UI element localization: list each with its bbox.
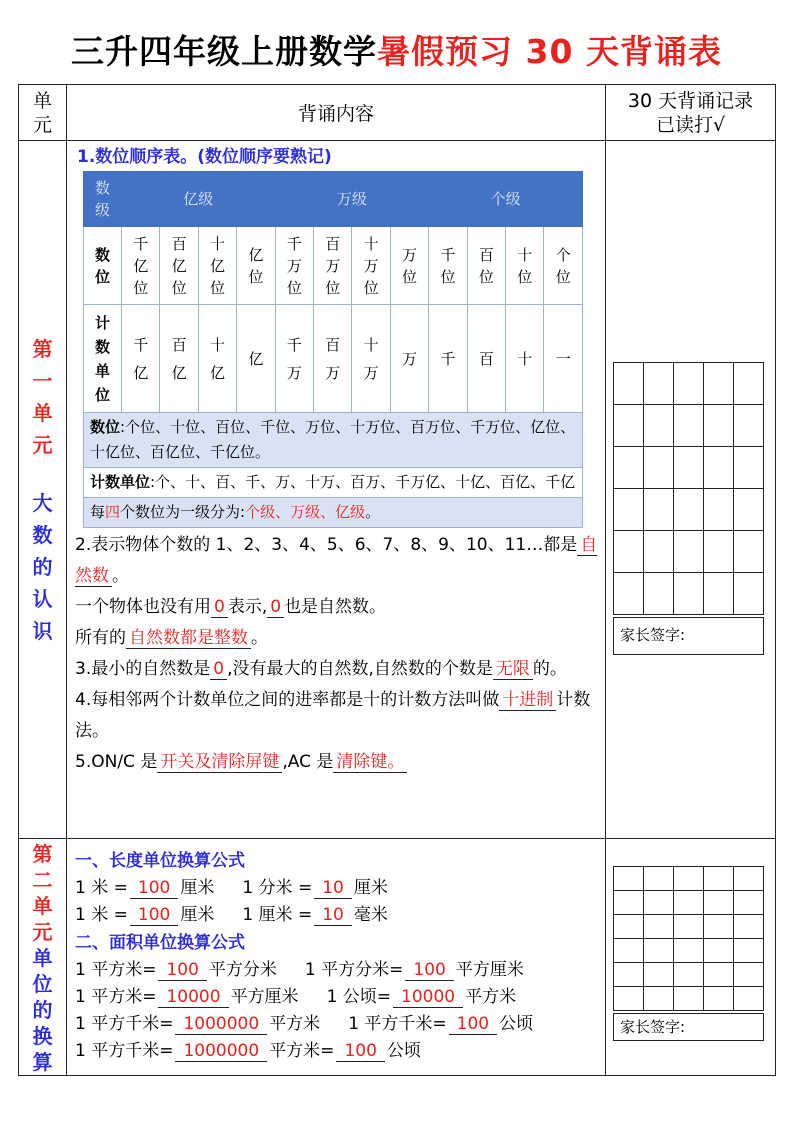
check-cell[interactable] [644,987,674,1011]
place-value-table [83,171,583,528]
group-rule-i: 。 [365,503,381,521]
group-rule-a: 每 [90,503,106,521]
place-cell: 个 位 [544,227,583,305]
unit1-label-blue: 大数的认识 [32,490,53,643]
conv-value: 100 [405,960,453,981]
conv-text: 平方厘米 [455,960,524,980]
places-row [84,227,583,305]
check-cell[interactable] [734,939,764,963]
check-cell[interactable] [704,447,734,489]
group-rule-g: 、 [320,503,336,521]
item4-c: 计数法。 [75,690,591,741]
check-cell[interactable] [734,573,764,615]
group-rule-e: 、 [275,503,291,521]
conv-text: 公顷 [499,1014,534,1034]
conv-text: 1 平方千米= [75,1041,174,1061]
place-cell: 百 亿 位 [160,227,198,305]
conv-text: 平方米 [269,1014,321,1034]
item3-e: 的。 [532,659,567,679]
check-cell[interactable] [644,867,674,891]
check-cell[interactable] [614,489,644,531]
check-cell[interactable] [644,531,674,573]
units-list-row [84,468,583,498]
conv-value: 10 [314,878,352,899]
check-cell[interactable] [674,891,704,915]
places-list-row [84,413,583,468]
header-content: 背诵内容 [67,85,606,141]
item2-g: 0 [267,597,284,618]
conv-value: 10000 [393,987,463,1008]
conv-text: 1 厘米 = [242,905,313,925]
item3 [75,654,599,685]
check-cell[interactable] [674,489,704,531]
conv-text: 1 平方千米= [75,1014,174,1034]
check-cell[interactable] [704,531,734,573]
check-cell[interactable] [704,573,734,615]
unit-cell: 百 [467,305,505,413]
recitation-table [18,84,776,1076]
check-cell[interactable] [674,363,704,405]
check-cell[interactable] [614,447,644,489]
conv-text: 1 分米 = [242,878,313,898]
unit-cell: 千 亿 [122,305,160,413]
conv-text: 平方米 [465,987,517,1007]
check-cell[interactable] [674,405,704,447]
check-cell[interactable] [704,915,734,939]
check-cell[interactable] [704,363,734,405]
conv-text: 公顷 [386,1041,421,1061]
place-cell: 亿 位 [237,227,275,305]
check-cell[interactable] [644,915,674,939]
check-cell[interactable] [704,987,734,1011]
place-cell: 千 位 [429,227,467,305]
check-cell[interactable] [674,531,704,573]
check-cell[interactable] [614,963,644,987]
conv-line-2 [75,902,599,929]
unit-cell: 千 万 [275,305,313,413]
units-row [84,305,583,413]
conv-line-5 [75,1011,599,1038]
conv-text: 1 公顷= [326,987,392,1007]
unit-cell: 十 万 [352,305,390,413]
unit2-label [19,839,67,1076]
unit-cell: 百 亿 [160,305,198,413]
check-cell[interactable] [734,531,764,573]
conv-text: 毫米 [353,905,388,925]
unit-cell: 十 [506,305,544,413]
check-cell[interactable] [614,939,644,963]
conv-text: 1 平方分米= [304,960,404,980]
check-cell[interactable] [734,891,764,915]
unit-cell: 千 [429,305,467,413]
check-cell[interactable] [674,939,704,963]
conv-text: 平方米= [269,1041,335,1061]
item5 [75,747,599,778]
place-cell: 十 亿 位 [198,227,236,305]
check-cell[interactable] [674,573,704,615]
conv-text: 厘米 [353,878,388,898]
check-cell[interactable] [704,963,734,987]
check-cell[interactable] [734,867,764,891]
group-rule-d: 个级 [245,503,276,521]
conv-text: 平方厘米 [230,987,299,1007]
check-cell[interactable] [704,405,734,447]
check-cell[interactable] [614,363,644,405]
header-unit: 单 元 [19,85,67,141]
check-cell[interactable] [674,963,704,987]
check-cell[interactable] [734,405,764,447]
item3-c: ,没有最大的自然数,自然数的个数是 [227,659,493,679]
place-cell: 百 位 [467,227,505,305]
check-cell[interactable] [644,363,674,405]
item4 [75,685,599,747]
conv-line-1 [75,875,599,902]
unit2-label-red: 第二单元 [32,842,53,944]
check-cell[interactable] [674,447,704,489]
check-cell[interactable] [704,489,734,531]
unit1-record [606,141,776,839]
unit1-label [19,141,67,839]
item2-d: 一个物体也没有用 [75,597,211,617]
item3-d: 无限 [493,659,533,680]
check-cell[interactable] [614,867,644,891]
check-cell[interactable] [644,891,674,915]
check-cell[interactable] [704,891,734,915]
item2 [75,530,599,592]
check-cell[interactable] [644,939,674,963]
item2-line3 [75,623,599,654]
conv-value: 1000000 [175,1014,267,1035]
places-list-label: 数位 [90,418,121,436]
unit-cell: 万 [390,305,428,413]
conv-value: 100 [158,960,206,981]
item4-b: 十进制 [499,690,556,711]
check-cell[interactable] [734,915,764,939]
groups-label: 数 级 [84,172,122,227]
unit2-sec1: 一、长度单位换算公式 [75,851,245,871]
conv-line-3 [75,957,599,984]
conv-text: 厘米 [180,905,215,925]
check-cell[interactable] [674,867,704,891]
item5-b: 开关及清除屏键 [157,752,282,773]
check-cell[interactable] [644,573,674,615]
group-yi: 亿级 [122,172,276,227]
conv-value: 100 [449,1014,497,1035]
unit2-sec2: 二、面积单位换算公式 [75,933,245,953]
item5-a: 5.ON/C 是 [75,752,158,772]
conv-text: 厘米 [180,878,215,898]
conv-value: 1000000 [175,1041,267,1062]
conv-text: 1 平方米= [75,960,157,980]
place-cell: 十 位 [506,227,544,305]
conv-value: 100 [336,1041,384,1062]
check-cell[interactable] [704,939,734,963]
units-label: 计 数 单 位 [84,305,122,413]
conv-text: 1 米 = [75,878,128,898]
item5-d: 清除键。 [333,752,407,773]
item2-b: 自然数 [75,535,598,586]
place-cell: 百 万 位 [314,227,352,305]
check-cell[interactable] [644,447,674,489]
check-cell[interactable] [614,531,644,573]
unit1-label-red: 第一单元 [32,336,53,457]
item2-i: 所有的 [75,628,126,648]
item1-title: 1.数位顺序表。(数位顺序要熟记) [77,147,332,167]
group-rule-c: 个数位为一级分为: [120,503,246,521]
check-cell[interactable] [734,447,764,489]
check-cell[interactable] [734,489,764,531]
item3-a: 3.最小的自然数是 [75,659,211,679]
item2-f: 表示, [227,597,268,617]
unit-cell: 十 亿 [198,305,236,413]
title-black: 三升四年级上册数学 [71,32,378,71]
check-cell[interactable] [614,891,644,915]
header-record: 30 天背诵记录 已读打√ [606,85,776,141]
check-cell[interactable] [734,363,764,405]
unit-cell: 一 [544,305,583,413]
conv-value: 100 [130,905,178,926]
unit2-content [67,839,606,1076]
group-wan: 万级 [275,172,429,227]
conv-value: 10 [314,905,352,926]
places-list [84,413,583,468]
conv-text: 1 平方米= [75,987,157,1007]
check-cell[interactable] [644,489,674,531]
places-label: 数 位 [84,227,122,305]
item3-b: 0 [210,659,227,680]
unit2-record [606,839,776,1076]
item2-k: 。 [251,628,268,648]
group-rule-f: 万级 [290,503,321,521]
units-list-text: :个、十、百、千、万、十万、百万、千万亿、十亿、百亿、千亿 [150,473,576,491]
title-red: 暑假预习 30 天背诵表 [377,32,722,71]
unit-cell: 百 万 [314,305,352,413]
item2-e: 0 [211,597,228,618]
check-cell[interactable] [674,987,704,1011]
conv-value: 100 [130,878,178,899]
unit2-check-grid [613,866,764,1011]
check-cell[interactable] [644,405,674,447]
place-cell: 千 亿 位 [122,227,160,305]
page-title [0,26,793,73]
unit1-parent-sign: 家长签字: [613,617,764,655]
place-cell: 千 万 位 [275,227,313,305]
item5-c: ,AC 是 [282,752,334,772]
conv-line-6 [75,1038,599,1065]
check-cell[interactable] [734,987,764,1011]
conv-text: 平方分米 [208,960,277,980]
conv-line-4 [75,984,599,1011]
units-list [84,468,583,498]
unit1-content [67,141,606,839]
check-cell[interactable] [674,915,704,939]
unit1-check-grid [613,362,764,615]
group-rule [84,498,583,528]
place-cell: 十 万 位 [352,227,390,305]
conv-text: 1 米 = [75,905,128,925]
item4-a: 4.每相邻两个计数单位之间的进率都是十的计数方法叫做 [75,690,500,710]
unit2-label-blue: 单位的换算 [32,946,53,1074]
item2-a: 2.表示物体个数的 1、2、3、4、5、6、7、8、9、10、11…都是 [75,535,578,555]
group-ge: 个级 [429,172,583,227]
places-list-text: :个位、十位、百位、千位、万位、十万位、百万位、千万位、亿位、十亿位、百亿位、千亿位。 [90,418,576,461]
place-cell: 万 位 [390,227,428,305]
check-cell[interactable] [614,987,644,1011]
item2-h: 也是自然数。 [284,597,387,617]
item2-j: 自然数都是整数 [126,628,251,649]
unit-cell: 亿 [237,305,275,413]
check-cell[interactable] [734,963,764,987]
item2-c: 。 [112,566,129,586]
group-rule-b: 四 [105,503,121,521]
conv-value: 10000 [158,987,228,1008]
check-cell[interactable] [614,915,644,939]
check-cell[interactable] [704,867,734,891]
unit2-parent-sign: 家长签字: [613,1013,764,1041]
check-cell[interactable] [614,573,644,615]
conv-text: 1 平方千米= [348,1014,447,1034]
item2-line2 [75,592,599,623]
check-cell[interactable] [614,405,644,447]
groups-row [84,172,583,227]
units-list-label: 计数单位 [90,473,151,491]
group-rule-h: 亿级 [335,503,366,521]
group-rule-row [84,498,583,528]
check-cell[interactable] [644,963,674,987]
